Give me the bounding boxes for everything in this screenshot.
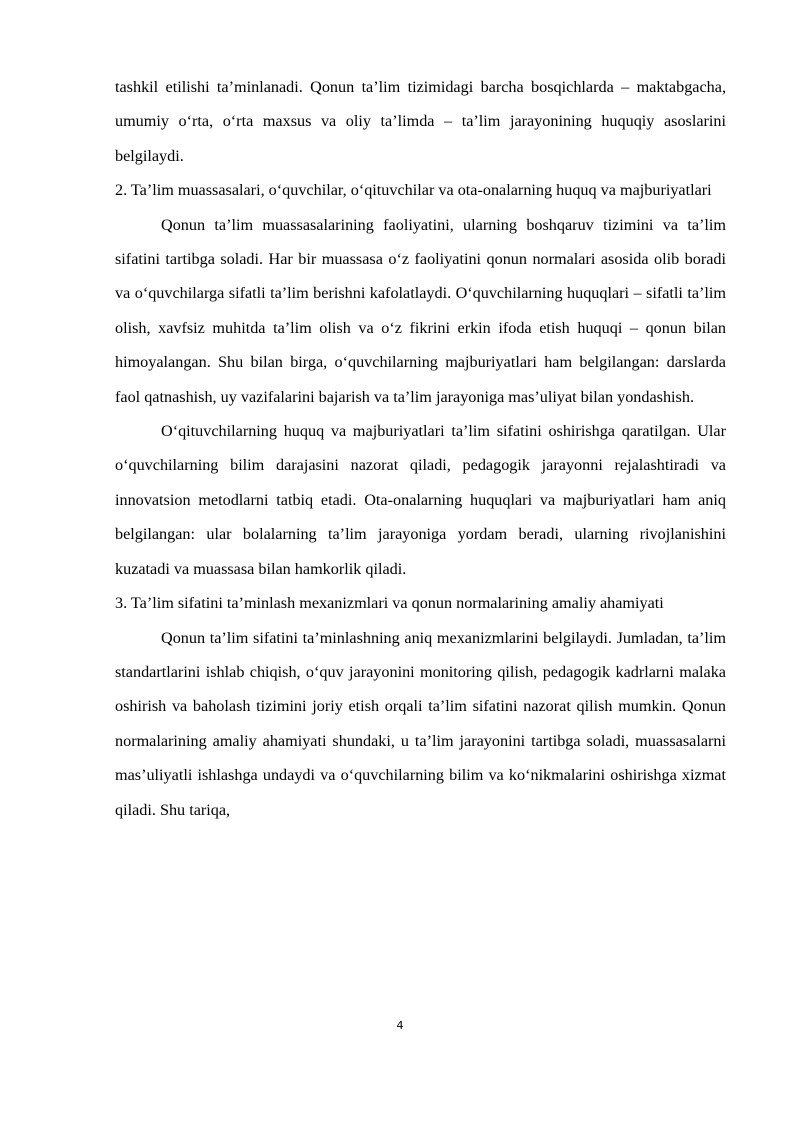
section-heading-2: 2. Ta’lim muassasalari, o‘quvchilar, o‘qituvchilar va ota-onalarning huquq va majburiyatlari (115, 181, 712, 200)
paragraph-continuation: tashkil etilishi ta’minlanadi. Qonun ta’lim tizimidagi barcha bosqichlarda – maktabgacha, umumiy o‘rta, o‘rta maxsus va oliy ta’limda – ta’lim jarayonining huquqiy asoslarini belgilaydi. (115, 78, 726, 165)
page-number: 4 (396, 1019, 404, 1032)
paragraph-quality-mechanisms: Qonun ta’lim sifatini ta’minlashning aniq mexanizmlarini belgilaydi. Jumladan, ta’lim standartlarini ishlab chiqish, o‘quv jarayonini monitoring qilish, pedagogik kadrlarni malaka oshirish va baholash tizimini joriy etish orqali ta’lim sifatini nazorat qilish mumkin. Qonun normalarining amaliy ahamiyati shundaki, u ta’lim jarayonini tartibga soladi, muassasalarni mas’uliyatli ishlashga undaydi va o‘quvchilarning bilim va ko‘nikmalarini oshirishga xizmat qiladi. Shu tariqa, (115, 628, 726, 819)
paragraph-institutions-rights: Qonun ta’lim muassasalarining faoliyatini, ularning boshqaruv tizimini va ta’lim sifatini tartibga soladi. Har bir muassasa o‘z faoliyatini qonun normalari asosida olib boradi va o‘quvchilarga sifatli ta’lim berishni kafolatlaydi. O‘quvchilarning huquqlari – sifatli ta’lim olish, xavfsiz muhitda ta’lim olish va o‘z fikrini erkin ifoda etish huquqi – qonun bilan himoyalangan. Shu bilan birga, o‘quvchilarning majburiyatlari ham belgilangan: darslarda faol qatnashish, uy vazifalarini bajarish va ta’lim jarayoniga mas’uliyat bilan yondashish. (115, 215, 726, 406)
section-heading-3: 3. Ta’lim sifatini ta’minlash mexanizmlari va qonun normalarining amaliy ahamiyati (115, 594, 664, 613)
page-body (115, 70, 726, 827)
paragraph-teachers-parents: O‘qituvchilarning huquq va majburiyatlari ta’lim sifatini oshirishga qaratilgan. Ular o‘quvchilarning bilim darajasini nazorat qiladi, pedagogik jarayonni rejalashtiradi va innovatsion metodlarni tatbiq etadi. Ota-onalarning huquqlari va majburiyatlari ham aniq belgilangan: ular bolalarning ta’lim jarayoniga yordam beradi, ularning rivojlanishini kuzatadi va muassasa bilan hamkorlik qiladi. (115, 422, 726, 578)
